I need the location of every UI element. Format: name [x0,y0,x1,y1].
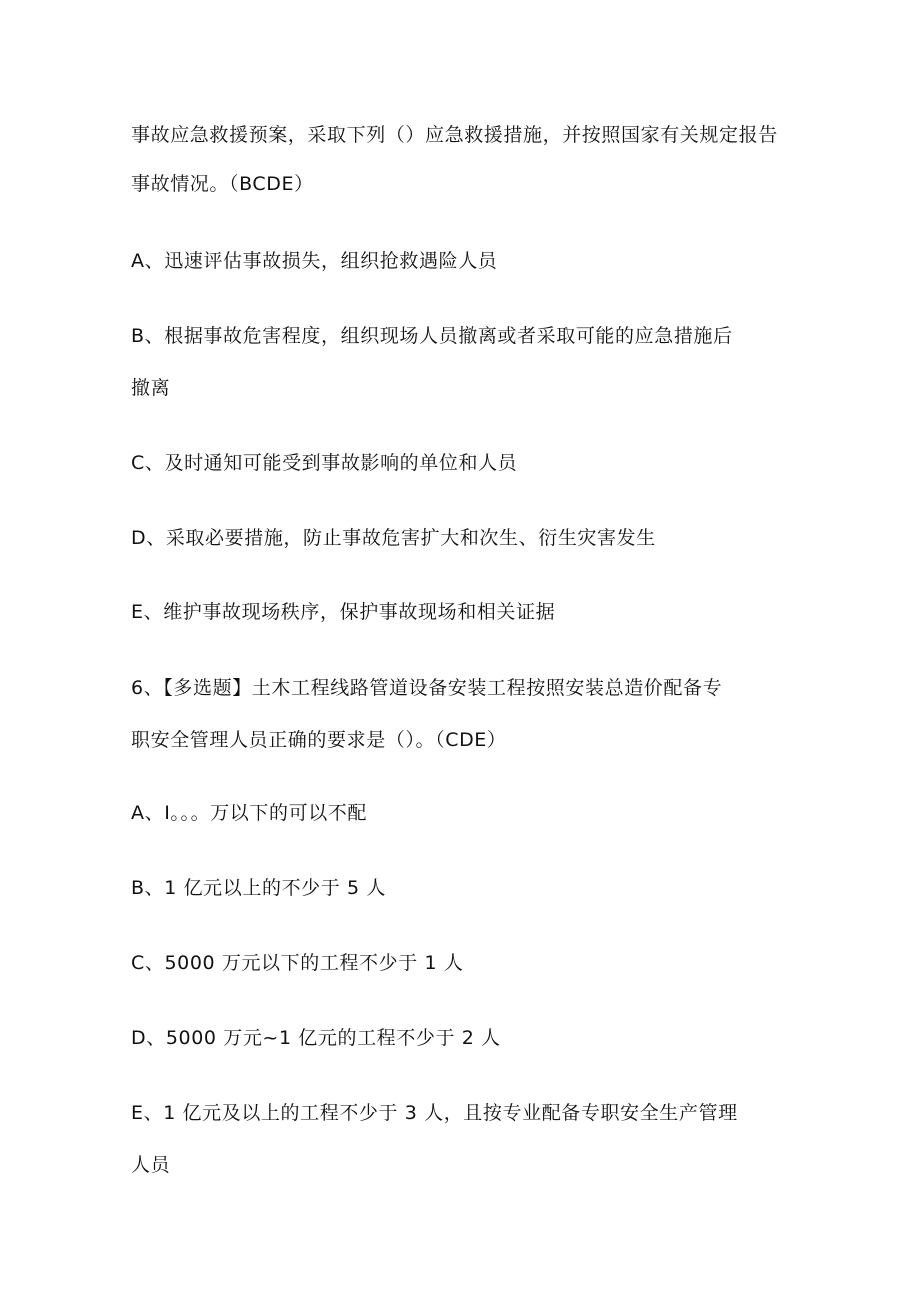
q5-option-d: D、采取必要措施，防止事故危害扩大和次生、衍生灾害发生 [131,527,656,549]
q6-stem-line1: 6、【多选题】土木工程线路管道设备安装工程按照安装总造价配备专 [131,677,723,699]
q6-option-d: D、5000 万元~1 亿元的工程不少于 2 人 [131,1027,501,1049]
q5-option-c: C、及时通知可能受到事故影响的单位和人员 [131,452,518,474]
q6-option-e-line1: E、1 亿元及以上的工程不少于 3 人，且按专业配备专职安全生产管理 [131,1102,738,1124]
q5-option-b-line1: B、根据事故危害程度，组织现场人员撤离或者采取可能的应急措施后 [131,325,733,347]
q5-stem-line1: 事故应急救援预案，采取下列（）应急救援措施，并按照国家有关规定报告 [131,124,778,146]
q5-option-a: A、迅速评估事故损失，组织抢救遇险人员 [131,250,498,272]
q6-option-b: B、1 亿元以上的不少于 5 人 [131,877,386,899]
q6-option-e-line2: 人员 [131,1154,171,1176]
q5-stem-line2: 事故情况。（BCDE） [131,173,314,195]
q5-option-e: E、维护事故现场秩序，保护事故现场和相关证据 [131,601,556,623]
q5-option-b-line2: 撤离 [131,377,171,399]
q6-option-c: C、5000 万元以下的工程不少于 1 人 [131,952,464,974]
q6-stem-line2: 职安全管理人员正确的要求是（）。（CDE） [131,729,507,751]
q6-option-a: A、I。。。万以下的可以不配 [131,802,368,824]
